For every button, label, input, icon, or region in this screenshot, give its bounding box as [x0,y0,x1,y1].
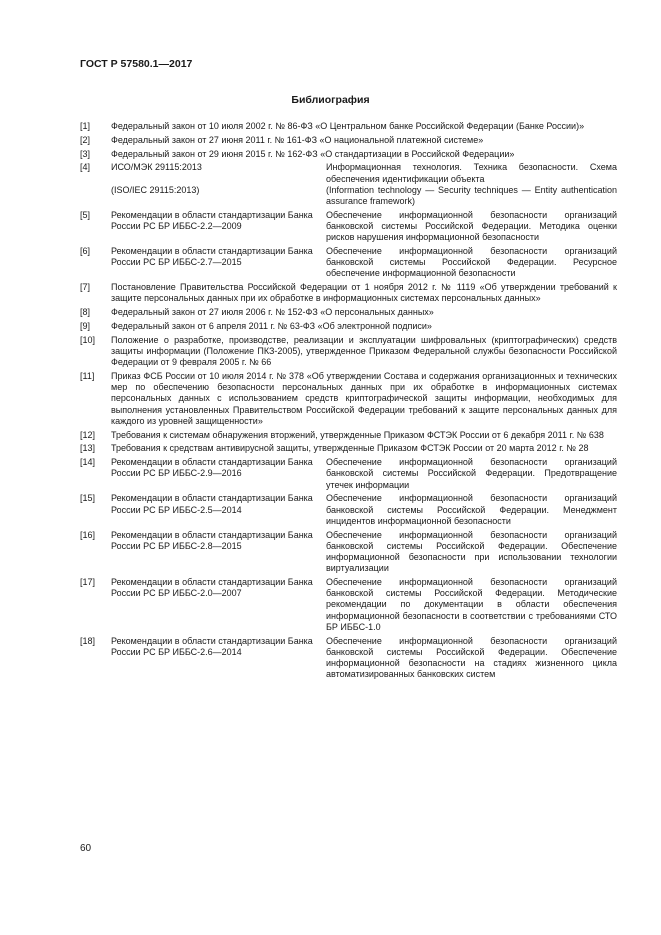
bibliography-entry [80,457,617,491]
entry-title: Информационная технология. Техника безопасности. Схема обеспечения идентификации объекта [326,162,617,184]
entry-number: [2] [80,134,91,145]
entry-text: Федеральный закон от 6 апреля 2011 г. № 63-ФЗ «Об электронной подписи» [111,321,432,331]
entry-number: [16] [80,529,96,540]
entry-number: [7] [80,282,91,293]
entry-designation: Рекомендации в области стандартизации Банка России РС БР ИББС-2.0—2007 [111,577,313,599]
entry-number: [14] [80,457,96,468]
bibliography-entry [80,246,617,280]
bibliography-entry [80,371,617,427]
entry-number: [6] [80,246,91,256]
entry-number: [10] [80,334,96,345]
page-number: 60 [80,843,92,854]
bibliography-entry [80,121,617,132]
entry-number: [1] [80,121,91,131]
bibliography-entry [80,149,617,160]
entry-title: Обеспечение информационной безопасности организаций банковской системы Российской Федерации. Обеспечение информационной безопасности на стадиях жизненного цикла автоматизированных банковских систем [326,635,617,680]
bibliography-entry [80,321,617,332]
entry-text: Приказ ФСБ России от 10 июля 2014 г. № 378 «Об утверждении Состава и содержания организационных и технических мер по обеспечению безопасности персональных данных при их обработке в информационных системах персональных данных с использованием средств криптографической защиты информации, необходимых для выполнения установленных Правительством Российской Федерации требований к защите персональных данных для каждого из уровней защищенности» [111,371,617,426]
entry-number: [8] [80,307,91,318]
entry-text: Постановление Правительства Российской Федерации от 1 ноября 2012 г. № 1119 «Об утверждении требований к защите персональных данных при их обработке в информационных системах персональных данных» [111,282,617,304]
entry-title-original: (Information technology — Security techniques — Entity authentication assurance framework) [326,184,617,206]
bibliography-entry [80,577,617,633]
entry-text: Федеральный закон от 29 июня 2015 г. № 162-ФЗ «О стандартизации в Российской Федерации» [111,148,515,159]
entry-designation: Рекомендации в области стандартизации Банка России РС БР ИББС-2.8—2015 [111,529,313,551]
entry-title: Обеспечение информационной безопасности организаций банковской системы Российской Федерации. Обеспечение информационной безопасности при использовании технологии виртуализации [326,529,617,574]
entry-designation: Рекомендации в области стандартизации Банка России РС БР ИББС-2.7—2015 [111,246,313,268]
document-header: ГОСТ Р 57580.1—2017 [80,58,193,70]
entry-text: Федеральный закон от 27 июня 2011 г. № 161-ФЗ «О национальной платежной системе» [111,134,484,145]
entry-text: Требования к средствам антивирусной защиты, утвержденные Приказом ФСТЭК России от 20 марта 2012 г. № 28 [111,443,589,454]
entry-designation: Рекомендации в области стандартизации Банка России РС БР ИББС-2.2—2009 [111,209,313,231]
entry-number: [12] [80,429,96,440]
entry-number: [18] [80,635,96,646]
entry-text: Положение о разработке, производстве, реализации и эксплуатации шифровальных (криптографических) средств защиты информации (Положение ПКЗ-2005), утвержденное Приказом Федеральной службы безопасности Российской Федерации от 9 февраля 2005 г. № 66 [111,334,617,368]
bibliography-entry [80,210,617,244]
entry-title: Обеспечение информационной безопасности организаций банковской системы Российской Федерации. Ресурсное обеспечение информационной безопасности [326,246,617,279]
bibliography-entry [80,530,617,575]
entry-designation: Рекомендации в области стандартизации Банка России РС БР ИББС-2.5—2014 [111,493,313,515]
entry-designation-original: (ISO/IEC 29115:2013) [111,184,200,195]
bibliography-entry [80,636,617,681]
bibliography-entry [80,430,617,441]
entry-title: Обеспечение информационной безопасности организаций банковской системы Российской Федерации. Предотвращение утечек информации [326,457,617,490]
bibliography-entry [80,443,617,454]
entry-number: [9] [80,321,91,331]
bibliography-entry [80,307,617,318]
entry-title: Обеспечение информационной безопасности организаций банковской системы Российской Федерации. Методика оценки рисков нарушения информационной безопасности [326,209,617,243]
entry-number: [3] [80,148,91,159]
bibliography-entry [80,162,617,207]
entry-text: Федеральный закон от 10 июля 2002 г. № 86-ФЗ «О Центральном банке Российской Федерации (Банке России)» [111,121,585,131]
bibliography-entry [80,135,617,146]
bibliography-title: Библиография [291,94,370,106]
entry-number: [17] [80,577,96,588]
entry-designation: Рекомендации в области стандартизации Банка России РС БР ИББС-2.9—2016 [111,457,313,479]
entry-number: [4] [80,162,91,173]
entry-title: Обеспечение информационной безопасности организаций банковской системы Российской Федерации. Менеджмент инцидентов информационной безопасности [326,493,617,526]
entry-text: Требования к системам обнаружения вторжений, утвержденные Приказом ФСТЭК России от 6 декабря 2011 г. № 638 [111,429,604,440]
entry-number: [11] [80,371,95,381]
entry-designation: Рекомендации в области стандартизации Банка России РС БР ИББС-2.6—2014 [111,635,313,657]
entry-text: Федеральный закон от 27 июля 2006 г. № 152-ФЗ «О персональных данных» [111,307,434,318]
entry-number: [15] [80,493,96,504]
entry-title: Обеспечение информационной безопасности организаций банковской системы Российской Федерации. Методические рекомендации по документации в области обеспечения информационной безопасности в соответствии с требованиями СТО БР ИББС-1.0 [326,577,617,632]
bibliography-entry [80,282,617,304]
bibliography-entry [80,493,617,527]
bibliography-list [80,121,617,683]
entry-number: [13] [80,443,96,454]
entry-number: [5] [80,209,91,220]
bibliography-entry [80,335,617,369]
entry-designation: ИСО/МЭК 29115:2013 [111,162,202,173]
